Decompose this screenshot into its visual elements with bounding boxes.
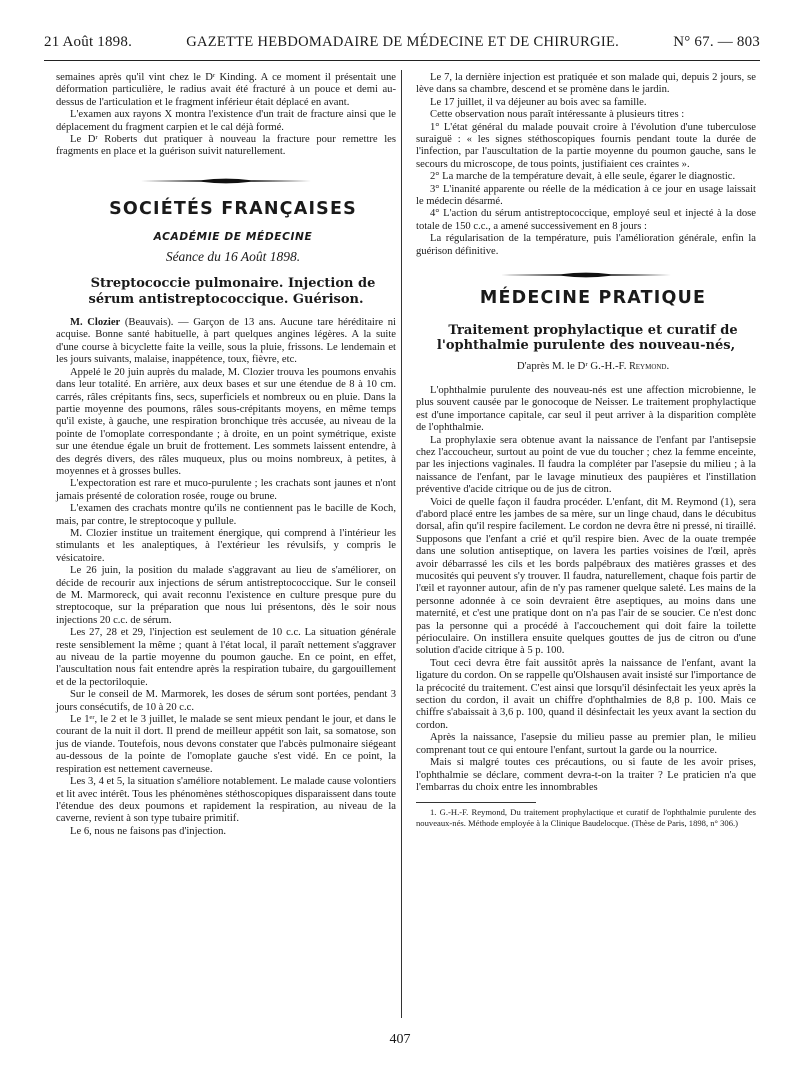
paragraph: Tout ceci devra être fait aussitôt après la naissance de l'enfant, avant la ligature du cordon. On se rappelle qu'Olshausen avait insisté sur l'importance de la précocité du traitement. C'est ainsi que lorsqu'il désinfectait les yeux après la section du cordon, il avait un chiffre d'ophthalmies de 8,8 p. 100. Mais ce chiffre s'abaissait à 3,6 p. 100, quand il désinfectait les yeux avant la section du cordon. bbox=[416, 657, 756, 731]
paragraph: Les 27, 28 et 29, l'injection est seulement de 10 c.c. La situation générale reste sensiblement la même ; quant à l'état local, il paraît nettement s'aggraver au niveau de la partie moyenne du poumon gauche. En ce point, en effet, l'auscultation nous fait entendre après la respiration tubaire, du gargouillement et de la pectoriloquie. bbox=[56, 627, 396, 688]
paragraph: Cette observation nous paraît intéressante à plusieurs titres : bbox=[430, 109, 685, 121]
article-title: Streptococcie pulmonaire. Injection de sérum antistreptococcique. Guérison. bbox=[88, 276, 376, 307]
column-divider bbox=[401, 70, 402, 1018]
footnote: 1. G.-H.-F. Reymond, Du traitement prophylactique et curatif de l'ophthalmie purulente des nouveaux-nés. Méthode employée à la Clinique Baudelocque. (Thèse de Paris, 1898, n° 306.) bbox=[416, 807, 756, 828]
byline-prefix: D'après M. le Dʳ G.-H.-F. bbox=[516, 359, 627, 372]
header-issue-page: N° 67. — 803 bbox=[673, 34, 760, 50]
article-byline: D'après M. le Dʳ G.-H.-F. Reymond. bbox=[516, 359, 670, 372]
paragraph: Le 1ᵉʳ, le 2 et le 3 juillet, le malade se sent mieux pendant le jour, et dans le courant de la nuit il dort. Il prend de meilleur appétit son lait, sa somatose, son jus de viande. Toutefois, nous devons constater que l'abcès pulmonaire siégeant au-dessous de la pointe de l'omoplate gauche s'est vidé. En ce point, la respiration est nettement caverneuse. bbox=[56, 714, 396, 775]
paragraph: 1° L'état général du malade pouvait croire à l'évolution d'une tuberculose suraiguë : « les signes stéthoscopiques fournis pendant toute la durée de l'infection, par l'auscultation de la partie moyenne du poumon gauche, sans le secours du microscope, de tous points, justifiaient ces craintes ». bbox=[416, 121, 756, 170]
header-date: 21 Août 1898. bbox=[44, 34, 133, 50]
section-ornament bbox=[416, 258, 756, 292]
paragraph: Le 7, la dernière injection est pratiquée et son malade qui, depuis 2 jours, se lève dans sa chambre, descend et se promène dans le jardin. bbox=[416, 72, 756, 96]
byline-name: Reymond bbox=[629, 360, 667, 372]
running-header bbox=[44, 34, 760, 56]
paragraph: L'ophthalmie purulente des nouveau-nés est une affection microbienne, le plus souvent causée par le gonocoque de Neisser. Le traitement prophylactique est d'une importance capitale, car seul il peut arriver à la disparition complète de l'ophthalmie. bbox=[416, 384, 756, 434]
paragraph: L'expectoration est rare et muco-purulente ; les crachats sont jaunes et n'ont jamais présenté de coloration rosée, rouge ou brune. bbox=[56, 478, 396, 502]
paragraph: Les 3, 4 et 5, la situation s'améliore notablement. Le malade cause volontiers et lit avec intérêt. Tous les phénomènes stéthoscopiques disparaissent dans toute l'étendue des deux poumons et rapidement la respiration, au niveau de la caverne, revient à son type tubaire primitif. bbox=[56, 776, 396, 825]
paragraph: 2° La marche de la température devait, à elle seule, égarer le diagnostic. bbox=[430, 171, 736, 183]
footnote-rule bbox=[416, 802, 536, 803]
paragraph: La prophylaxie sera obtenue avant la naissance de l'enfant par l'antisepsie chez l'accoucheur, surtout au point de vue du toucher ; chez la femme enceinte, par les injections vaginales. Il faudra la compléter par l'asepsie du milieu ; à la naissance de l'enfant, par le lavage minutieux des paupières et l'instillation préventive d'acide citrique ou de jus de citron. bbox=[416, 434, 756, 496]
left-column bbox=[56, 72, 396, 838]
article-title: Traitement prophylactique et curatif de l'ophthalmie purulente des nouveau-nés, bbox=[436, 322, 738, 353]
paragraph: Après la naissance, l'asepsie du milieu passe au premier plan, le milieu comprenant tout ce qui entoure l'enfant, surtout la garde ou la nourrice. bbox=[416, 732, 756, 756]
section-title: SOCIÉTÉS FRANÇAISES bbox=[109, 198, 357, 219]
header-journal-title: GAZETTE HEBDOMADAIRE DE MÉDECINE ET DE CHIRURGIE. bbox=[186, 34, 620, 50]
paragraph: Le 6, nous ne faisons pas d'injection. bbox=[70, 825, 227, 837]
paragraph: Le 17 juillet, il va déjeuner au bois avec sa famille. bbox=[430, 96, 647, 108]
section-title: MÉDECINE PRATIQUE bbox=[479, 288, 707, 309]
paragraph bbox=[56, 317, 396, 367]
header-rule bbox=[44, 60, 760, 61]
paragraph: 4° L'action du sérum antistreptococcique, employé seul et injecté à la dose totale de 150 c.c., a amené successivement en 8 jours : bbox=[416, 208, 756, 232]
paragraph: Voici de quelle façon il faudra procéder. L'enfant, dit M. Reymond (1), sera d'abord placé entre les jambes de sa mère, sur un linge chaud, dans le décubitus dorsal, afin qu'il respire facilement. Le cordon ne devra être ni pressé, ni tiraillé. Supposons que l'enfant a crié et qu'il respire bien. Avec de la ouate trempée dans une solution antiseptique, on lavera les parties voisines de l'œil, après avoir débarrassé les cils et les bords palpébraux des matières grasses et des mucosités qui peuvent s'y trouver. Il faudra, naturellement, chaque fois partir de l'œil et rayonner autour, afin de n'y pas ramener quelque saleté. Les mains de la personne adonnée à ce soin devraient être aseptiques, au moins dans une maternité, et c'est une pratique dont on n'a pas l'air de se soucier. Ce n'est donc pas la personne qui a procédé à l'accouchement qui doit faire la toilette périoculaire. On instillera ensuite quelques gouttes de jus de citron ou d'une solution d'acide citrique à 5 p. 100. bbox=[416, 496, 756, 657]
session-date: Séance du 16 Août 1898. bbox=[165, 248, 301, 264]
paragraph: semaines après qu'il vint chez le Dʳ Kinding. A ce moment il présentait une déformation particulière, le radius avait été fracturé à un pouce et demi au-dessus de l'articulation et le fragment inférieur était déplacé en avant. bbox=[56, 72, 396, 108]
paragraph: Appelé le 20 juin auprès du malade, M. Clozier trouva les poumons envahis dans leur totalité. En arrière, aux deux bases et sur une étendue de 8 à 10 cm. carrés, râles crépitants fins, secs, superficiels et nombreux ou en pluie. Dans la partie moyenne des poumons, râles sous-crépitants moyens, en même temps qu'il existe, à gauche, une respiration bronchique très accusée, au niveau de la pointe de l'omoplate correspondante ; à droite, en un point symétrique, existe sur une étendue égale un bruit de frottement. Les sommets laissent entendre, à des degrés divers, des râles muqueux, plus ou moins nombreux, à petites, à moyennes et à grosses bulles. bbox=[56, 366, 396, 477]
paragraph: Mais si malgré toutes ces précautions, ou si faute de les avoir prises, l'ophthalmie se déclare, comment devra-t-on la traiter ? Le praticien n'a que l'embarras du choix entre les innombrables bbox=[416, 757, 756, 793]
right-column bbox=[416, 72, 756, 829]
paragraph: La régularisation de la température, puis l'amélioration générale, enfin la guérison définitive. bbox=[416, 233, 756, 257]
paragraph: Le Dʳ Roberts dut pratiquer à nouveau la fracture pour remettre les fragments en place et la guérison suivit naturellement. bbox=[56, 134, 396, 158]
page-number: 407 bbox=[389, 1032, 411, 1047]
section-ornament bbox=[56, 159, 396, 203]
author-name: M. Clozier bbox=[70, 317, 121, 329]
paragraph-text: (Beauvais). — Garçon de 13 ans. Aucune tare héréditaire ni acquise. Bonne santé habituelle, à part quelques angines légères. A la suite d'une course à bicyclette faite la veille, sous la pluie, frissons. Le lendemain et les jours suivants, malaise, inappétence, toux, fièvre, etc. bbox=[56, 317, 396, 366]
paragraph: Sur le conseil de M. Marmorek, les doses de sérum sont portées, pendant 3 jours consécutifs, de 10 à 20 c.c. bbox=[56, 689, 396, 713]
paragraph: L'examen des crachats montre qu'ils ne contiennent pas le bacille de Koch, mais, par contre, le streptocoque y pullule. bbox=[56, 503, 396, 527]
paragraph: Le 26 juin, la position du malade s'aggravant au lieu de s'améliorer, on décide de recourir aux injections de sérum antistreptococcique. Sur le conseil de M. Marmoreck, qui avait reconnu l'existence en culture presque pure du streptocoque, sur la préparation que nous lui présentons, dès le soir nous injections 20 c.c. de sérum. bbox=[56, 565, 396, 626]
academy-heading: ACADÉMIE DE MÉDECINE bbox=[153, 231, 313, 244]
paragraph: 3° L'inanité apparente ou réelle de la médication à ce jour en usage laissait le médecin désarmé. bbox=[416, 183, 756, 208]
paragraph: M. Clozier institue un traitement énergique, qui comprend à l'intérieur les stimulants et les analeptiques, à l'extérieur les révulsifs, y compris le vésicatoire. bbox=[56, 527, 396, 564]
paragraph: L'examen aux rayons X montra l'existence d'un trait de fracture ainsi que le déplacement du fragment carpien et le cal déjà formé. bbox=[56, 109, 396, 133]
